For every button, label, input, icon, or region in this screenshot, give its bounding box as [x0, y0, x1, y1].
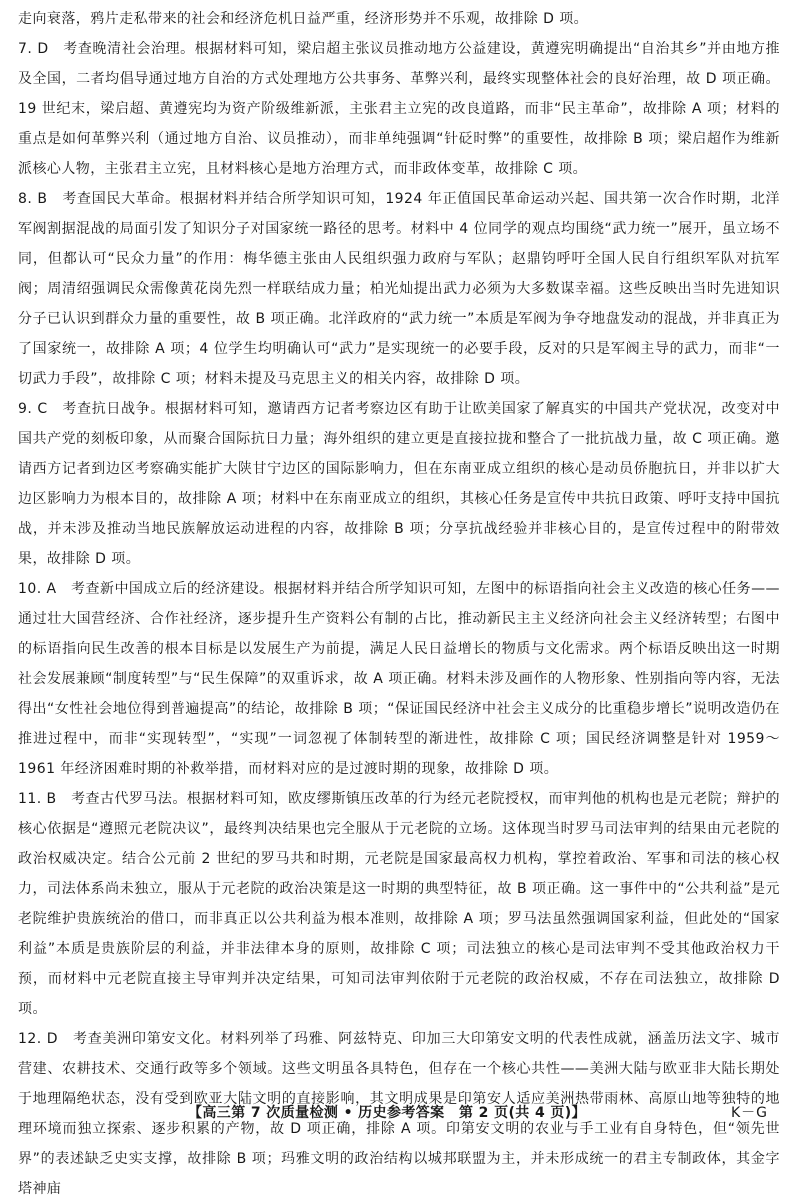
answer-content [18, 4, 780, 1204]
answer-q9: 9. C 考查抗日战争。根据材料可知，邀请西方记者考察边区有助于让欧美国家了解真实的中国共产党状况，改变对中国共产党的刻板印象，从而聚合国际抗日力量；海外组织的建立更是直接拉拢和整合了一批抗战力量，故 C 项正确。邀请西方记者到边区考察确实能扩大陕甘宁边区的国际影响力，但在东南亚成立组织的核心是动员侨胞抗日，并非以扩大边区影响力为根本目的，故排除 A 项；材料中在东南亚成立的组织，其核心任务是宣传中共抗日政策、呼吁支持中国抗战，并未涉及推动当地民族解放运动进程的内容，故排除 B 项；分享抗战经验并非核心目的，是宣传过程中的附带效果，故排除 D 项。 [18, 401, 780, 567]
footer-title: 【高三第 7 次质量检测 • 历史参考答案 第 2 页(共 4 页)】 [188, 1105, 586, 1121]
answer-q12: 12. D 考查美洲印第安文化。材料列举了玛雅、阿兹特克、印加三大印第安文明的代表性成就，涵盖历法文字、城市营建、农耕技术、交通行政等多个领域。这些文明虽各具特色，但存在一个核心共性——美洲大陆与欧亚非大陆长期处于地理隔绝状态，没有受到欧亚大陆文明的直接影响，其文明成果是印第安人适应美洲热带雨林、高原山地等独特的地理环境而独立探索、逐步积累的产物，故 D 项正确，排除 A 项。印第安文明的农业与手工业有自身特色，但“领先世界”的表述缺乏史实支撑，故排除 B 项；玛雅文明的政治结构以城邦联盟为主，并未形成统一的君主专制政体，其金字塔神庙 [18, 1031, 780, 1197]
continued-paragraph: 走向衰落，鸦片走私带来的社会和经济危机日益严重，经济形势并不乐观，故排除 D 项。 [18, 11, 589, 27]
answer-q7: 7. D 考查晚清社会治理。根据材料可知，梁启超主张议员推动地方公益建设，黄遵宪明确提出“自治其乡”并由地方推及全国，二者均倡导通过地方自治的方式处理地方公共事务、革弊兴利，最终实现整体社会的良好治理，故 D 项正确。19 世纪末，梁启超、黄遵宪均为资产阶级维新派，主张君主立宪的改良道路，而非“民主革命”，故排除 A 项；材料的重点是如何革弊兴利（通过地方自治、议员推动），而非单纯强调“针砭时弊”的重要性，故排除 B 项；梁启超作为维新派核心人物，主张君主立宪，且材料核心是地方治理方式，而非政体变革，故排除 C 项。 [18, 41, 780, 177]
answer-q11: 11. B 考查古代罗马法。根据材料可知，欧皮缪斯镇压改革的行为经元老院授权，而审判他的机构也是元老院；辩护的核心依据是“遵照元老院决议”，最终判决结果也完全服从于元老院的立场。这体现当时罗马司法审判的结果由元老院的政治权威决定。结合公元前 2 世纪的罗马共和时期，元老院是国家最高权力机构，掌控着政治、军事和司法的核心权力，司法体系尚未独立，服从于元老院的政治决策是这一时期的典型特征，故 B 项正确。这一事件中的“公共利益”是元老院维护贵族统治的借口，而非真正以公共利益为根本准则，故排除 A 项；罗马法虽然强调国家利益，但此处的“国家利益”本质是贵族阶层的利益，并非法律本身的原则，故排除 C 项；司法独立的核心是司法审判不受其他政治权力干预，而材料中元老院直接主导审判并决定结果，可知司法审判依附于元老院的政治权威，不存在司法独立，故排除 D 项。 [18, 791, 780, 1017]
footer-code: K－G [731, 1105, 769, 1121]
answer-q10: 10. A 考查新中国成立后的经济建设。根据材料并结合所学知识可知，左图中的标语指向社会主义改造的核心任务——通过壮大国营经济、合作社经济，逐步提升生产资料公有制的占比，推动新民主主义经济向社会主义经济转型；右图中的标语指向民生改善的根本目标是以发展生产为前提，满足人民日益增长的物质与文化需求。两个标语反映出这一时期社会发展兼顾“制度转型”与“民生保障”的双重诉求，故 A 项正确。材料未涉及画作的人物形象、性别指向等内容，无法得出“女性社会地位得到普遍提高”的结论，故排除 B 项；“保证国民经济中社会主义成分的比重稳步增长”说明改造仍在推进过程中，而非“实现转型”，“实现”一词忽视了体制转型的渐进性，故排除 C 项；国民经济调整是针对 1959～1961 年经济困难时期的补救举措，而材料对应的是过渡时期的现象，故排除 D 项。 [18, 581, 780, 777]
answer-q8: 8. B 考查国民大革命。根据材料并结合所学知识可知，1924 年正值国民革命运动兴起、国共第一次合作时期，北洋军阀割据混战的局面引发了知识分子对国家统一路径的思考。材料中 4 位同学的观点均围绕“武力统一”展开，虽立场不同，但都认可“民众力量”的作用：梅华德主张由人民组织强力政府与军队；赵鼎钧呼吁全国人民自行组织军队对抗军阀；周清绍强调民众需像黄花岗先烈一样联结成力量；柏光灿提出武力必须为大多数谋幸福。这些反映出当时先进知识分子已认识到群众力量的重要性，故 B 项正确。北洋政府的“武力统一”本质是军阀为争夺地盘发动的混战，并非真正为了国家统一，故排除 A 项；4 位学生均明确认可“武力”是实现统一的必要手段，反对的只是军阀主导的武力，而非“一切武力手段”，故排除 C 项；材料未提及马克思主义的相关内容，故排除 D 项。 [18, 191, 780, 387]
page-footer [0, 1098, 800, 1128]
